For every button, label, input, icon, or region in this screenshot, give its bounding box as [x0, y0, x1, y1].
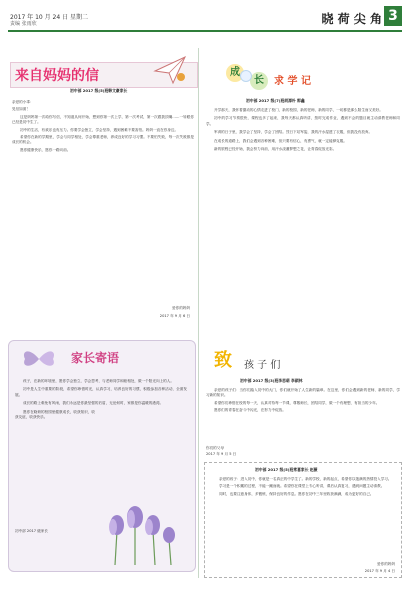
paragraph: 初中的生活，有欢乐也有压力。你要学会独立，学会坚持，遇到困难不要害怕。妈妈一直在你身边。	[20, 127, 179, 132]
paragraph: 亲爱的孩子：进入初中，你就是一名真正的中学生了。新的学校，新的起点，希望你以饱满的热情投入学习。	[219, 477, 392, 481]
letter-body	[12, 100, 194, 336]
editor-line: 责编 张雨欣	[10, 21, 37, 27]
box-body	[211, 477, 395, 561]
paragraph: 这是妈妈第一次给你写信，不知道从何开始，想到你第一次上学，第一次考试，第一次跟我顶嘴……一转眼你已经是初中生了。	[12, 114, 194, 125]
article-signature: 你们的父母	[206, 446, 224, 450]
title-char-circle: 长	[250, 72, 268, 90]
box-signature: 爱你的妈妈	[377, 562, 395, 566]
paragraph: 希望你在新的学期里，学会与同学相处，学会尊重老师，养成良好的学习习惯。不要怕失败，每一次失败都是成长的机会。	[12, 135, 194, 145]
paragraph: 军训的日子里，我学会了坚持，学会了团结。烈日下站军姿，我的汗水湿透了衣服，但我没有放弃。	[214, 130, 373, 135]
article-title: 求 学 记	[274, 76, 311, 87]
page-number-badge: 3	[384, 6, 402, 26]
article-banner	[10, 62, 198, 88]
article-title-big-char: 致	[214, 350, 232, 371]
article-body	[206, 388, 400, 446]
article-byline: 初中部 2017 级(7)班胡源朴 郭鑫	[246, 98, 305, 103]
article-body	[206, 108, 400, 336]
masthead-title: 晓 荷 尖 角	[321, 12, 382, 26]
paragraph: 在成长的道路上，我们会遇到各种困难，但只要有信心，有勇气，就一定能够克服。	[214, 138, 347, 143]
paragraph: 成长的路上难免有风雨，我们永远是你最坚强的后盾，无论何时，家都是你温暖的港湾。	[23, 401, 164, 406]
paragraph: 愿你们的青春在奋斗中闪光，在努力中绽放。	[214, 408, 286, 413]
bubble-decoration	[240, 70, 252, 82]
paper-plane-icon	[151, 49, 191, 89]
paragraph: 孩子，在新的环境里，愿你学会独立，学会思考，与老师同学和睦相处，做一个阳光向上的人。	[23, 379, 174, 383]
article-date: 2017 年 9 月 5 日	[206, 452, 237, 456]
paragraph: 开学那天，我怀着激动的心情走进了校门，新的校园，新的老师，新的同学，一切都是那么陌生而又美好。	[214, 108, 383, 112]
parent-letter-box	[204, 462, 402, 578]
column-divider	[198, 48, 199, 578]
paragraph: 初中是人生中重要的阶段，希望你珍惜时光，认真学习，培养良好的习惯，积极参加各种活动，全面发展。	[15, 387, 187, 397]
article-title: 孩 子 们	[244, 360, 281, 371]
paragraph: 初中的学习节奏很快，课程也多了起来，我每天都认真听讲，按时完成作业，遇到不会的题目就主动请教老师和同学。	[206, 116, 400, 126]
letter-signature: 爱你的妈妈	[172, 306, 190, 310]
paragraph: 亲爱的小乖：	[12, 100, 34, 104]
paragraph: 新的旅程已经开始，我会努力向前，用汗水浇灌梦想之花，让青春绽放光彩。	[214, 147, 337, 152]
paragraph: 愿你在晓荷的校园里健康成长，收获知识，收获友谊，收获快乐。	[15, 409, 95, 420]
paragraph: 愿你健康快乐，愿你一路向前。	[20, 147, 71, 152]
crocus-flower-illustration	[95, 495, 187, 565]
butterfly-icon	[19, 347, 59, 371]
issue-date: 2017 年 10 月 24 日 星期二	[10, 14, 88, 21]
article-title: 来自妈妈的信	[15, 68, 99, 84]
letter-date: 2017 年 9 月 6 日	[159, 314, 190, 318]
box-title: 家长寄语	[71, 351, 120, 365]
title-char-circle: 成	[226, 64, 244, 82]
paragraph: 亲爱的孩子们：当你们踏入初中的大门，你们就开始了人生新的篇章。在这里，你们会遇到新的老师、新的同学，学习新的知识。	[206, 388, 400, 398]
box-date: 2017 年 9 月 4 日	[364, 569, 395, 573]
page-header	[8, 4, 402, 48]
paragraph: 学习是一个积累的过程，不能一蹴而就。希望你在课堂上专心听讲，课后认真复习，遇到问题主动请教。	[219, 484, 385, 489]
parent-message-box	[8, 340, 196, 572]
growth-banner	[206, 56, 400, 96]
paragraph: 希望你们珍惜在校的每一天，认真对待每一节课，尊敬师长，团结同学，做一个有理想、有担当的少年。	[214, 400, 380, 405]
paragraph: 见信如面！	[12, 107, 30, 112]
paragraph: 同时，也要注意身体，多锻炼，保持良好的作息。愿你在初中三年里收获满满，成为更好的自己。	[219, 491, 374, 496]
box-signature: 初中部 2017 级家长	[15, 529, 48, 533]
article-byline: 初中部 2017 级(3)班李思萌 李颖林	[240, 378, 303, 383]
article-byline: 初中部 2017 级(5)班韩文豪家长	[70, 88, 128, 93]
header-rule	[8, 30, 402, 32]
article-byline: 初中部 2017 级(5)班常喜家长 赵薇	[255, 467, 318, 472]
